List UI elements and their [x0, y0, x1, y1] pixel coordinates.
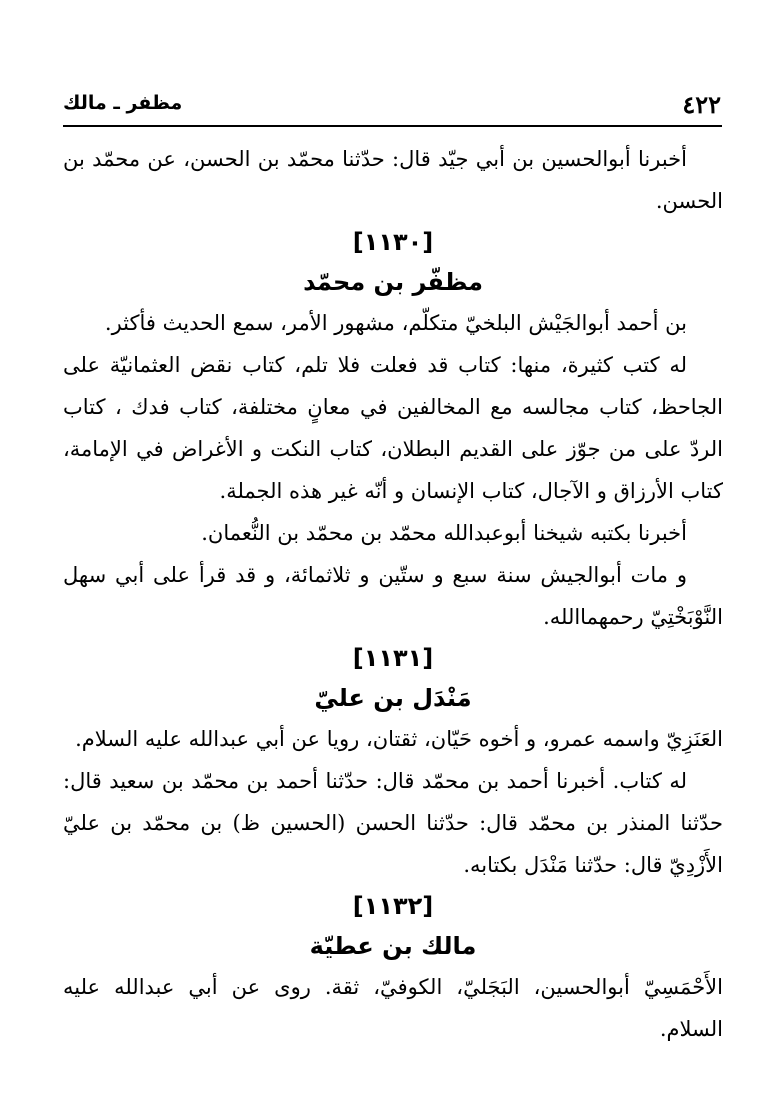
entry-1131 — [63, 638, 723, 886]
entry-paragraph: و مات أبوالجيش سنة سبع و ستّين و ثلاثمائة، و قد قرأ على أبي سهل النَّوْبَخْتِيّ رحمهماالله. — [63, 563, 723, 629]
page-body — [63, 138, 723, 1050]
entry-paragraph: له كتاب. أخبرنا أحمد بن محمّد قال: حدّثنا أحمد بن محمّد بن سعيد قال: حدّثنا المنذر بن محمّد قال: حدّثنا الحسن (الحسين ظ) بن محمّد بن عليّ الأَزْدِيّ قال: حدّثنا مَنْدَل بكتابه. — [63, 769, 723, 877]
entry-number: [١١٣١] — [352, 644, 434, 672]
running-head: مظفر ـ مالك — [63, 92, 183, 114]
entry-1130 — [63, 222, 723, 638]
entry-paragraph: بن أحمد أبوالجَيْش البلخيّ متكلّم، مشهور الأمر، سمع الحديث فأكثر. — [104, 311, 687, 335]
page-header — [63, 90, 721, 122]
entry-1132 — [63, 886, 723, 1050]
intro-paragraph: أخبرنا أبوالحسين بن أبي جيّد قال: حدّثنا محمّد بن الحسن، عن محمّد بن الحسن. — [63, 147, 723, 213]
page-number: ٤٢٢ — [682, 90, 721, 119]
header-rule — [63, 125, 722, 127]
entry-number: [١١٣٠] — [352, 228, 434, 256]
entry-number: [١١٣٢] — [352, 892, 434, 920]
entry-title: مظفّر بن محمّد — [303, 268, 483, 296]
entry-title: مالك بن عطيّة — [309, 932, 477, 960]
entry-paragraph: له كتب كثيرة، منها: كتاب قد فعلت فلا تلم، كتاب نقض العثمانيّة على الجاحظ، كتاب مجالسه مع المخالفين في معانٍ مختلفة، كتاب فدك ، كتاب الردّ على من جوّز على القديم البطلان، كتاب النكت و الأغراض في الإمامة، كتاب الأرزاق و الآجال، كتاب الإنسان و أنّه غير هذه الجملة. — [63, 353, 723, 503]
entry-paragraph: أخبرنا بكتبه شيخنا أبوعبدالله محمّد بن محمّد بن النُّعمان. — [201, 521, 687, 545]
entry-paragraph: العَنَزِيّ واسمه عمرو، و أخوه حَيّان، ثقتان، رويا عن أبي عبدالله عليه السلام. — [75, 727, 723, 751]
entry-paragraph: الأَحْمَسِيّ أبوالحسين، البَجَليّ، الكوفيّ، ثقة. روى عن أبي عبدالله عليه السلام. — [63, 975, 723, 1041]
entry-title: مَنْدَل بن عليّ — [314, 684, 472, 712]
